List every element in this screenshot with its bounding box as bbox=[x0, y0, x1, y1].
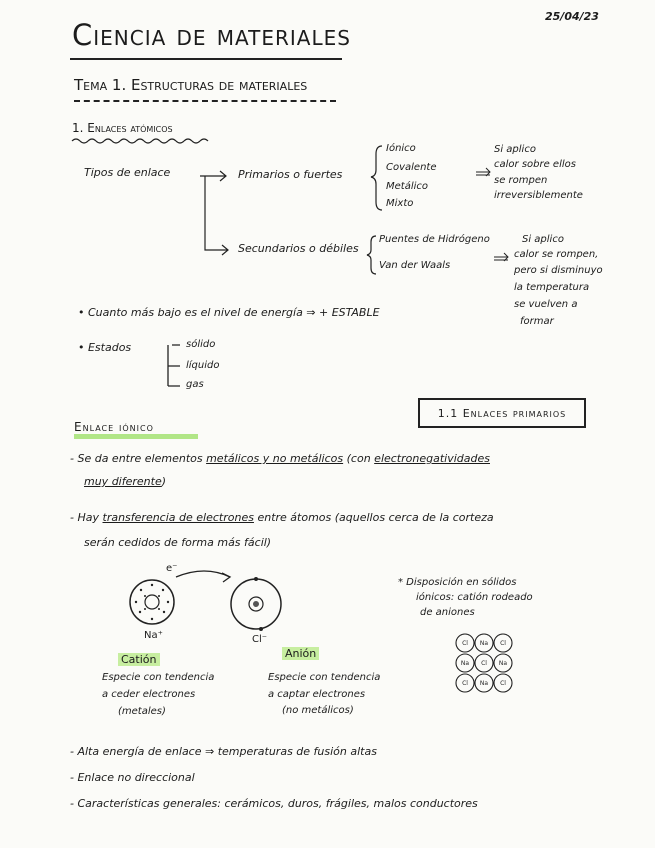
ionic-underlined: transferencia de electrones bbox=[102, 511, 254, 524]
ionic-underlined: metálicos y no metálicos bbox=[206, 452, 344, 465]
primary-item: Mixto bbox=[386, 198, 414, 209]
ionic-line-3 bbox=[70, 511, 494, 524]
ionic-line-1 bbox=[70, 452, 490, 465]
cation-desc: Especie con tendencia bbox=[102, 672, 215, 683]
svg-text:Na: Na bbox=[479, 680, 489, 687]
cl-core-icon bbox=[253, 601, 259, 607]
ionic-line-2 bbox=[84, 475, 166, 488]
bullet-item: - Enlace no direccional bbox=[70, 771, 195, 784]
cation-desc: (metales) bbox=[118, 706, 166, 717]
ionic-line-4: serán cedidos de forma más fácil) bbox=[84, 536, 272, 549]
primary-note: Si aplico bbox=[494, 144, 536, 155]
state-item: sólido bbox=[186, 339, 216, 350]
svg-text:Na: Na bbox=[460, 660, 470, 667]
svg-text:Cl: Cl bbox=[500, 680, 506, 687]
primary-note: calor sobre ellos bbox=[494, 159, 576, 170]
topic-heading: Tema 1. Estructuras de materiales bbox=[74, 76, 308, 94]
brace-primary-icon bbox=[371, 146, 382, 210]
secondary-item: Puentes de Hidrógeno bbox=[379, 234, 490, 245]
cl-label: Cl⁻ bbox=[252, 634, 268, 645]
ionic-highlight bbox=[74, 434, 198, 439]
cation-desc: a ceder electrones bbox=[102, 689, 196, 700]
anion-label bbox=[282, 647, 319, 660]
secondary-label: Secundarios o débiles bbox=[238, 242, 359, 255]
ionic-text: (con bbox=[346, 452, 371, 465]
primary-note: irreversiblemente bbox=[494, 190, 583, 201]
ionic-text: entre átomos (aquellos cerca de la corteza bbox=[257, 511, 494, 524]
date: 25/04/23 bbox=[545, 10, 599, 23]
na-nucleus-icon bbox=[145, 595, 159, 609]
anion-text: Anión bbox=[282, 647, 319, 660]
transfer-arrow-line bbox=[176, 571, 230, 577]
brace-secondary-icon bbox=[367, 236, 376, 274]
bullet-item: - Características generales: cerámicos, duros, frágiles, malos conductores bbox=[70, 797, 478, 810]
secondary-note: calor se rompen, bbox=[514, 249, 599, 260]
state-item: líquido bbox=[186, 360, 220, 371]
svg-text:Cl: Cl bbox=[481, 660, 487, 667]
anion-desc: (no metálicos) bbox=[282, 705, 354, 716]
arrangement-note: de aniones bbox=[420, 607, 475, 618]
ionic-underlined: muy diferente bbox=[84, 475, 162, 488]
svg-text:Cl: Cl bbox=[500, 640, 506, 647]
primary-label: Primarios o fuertes bbox=[238, 168, 343, 181]
anion-desc: Especie con tendencia bbox=[268, 672, 381, 683]
cl-electron-icon bbox=[259, 627, 263, 631]
cation-text: Catión bbox=[118, 653, 160, 666]
secondary-note: pero si disminuyo bbox=[514, 265, 603, 276]
bullet-item: - Alta energía de enlace ⇒ temperaturas de fusión altas bbox=[70, 745, 377, 758]
svg-text:Cl: Cl bbox=[462, 640, 468, 647]
svg-text:Cl: Cl bbox=[462, 680, 468, 687]
svg-text:Na: Na bbox=[479, 640, 489, 647]
cl-electron-icon bbox=[254, 577, 258, 581]
secondary-note: la temperatura bbox=[514, 282, 590, 293]
implies-secondary-icon bbox=[494, 253, 508, 261]
lattice-labels bbox=[461, 640, 507, 687]
ionic-title: Enlace iónico bbox=[74, 420, 154, 434]
page-title: Ciencia de materiales bbox=[72, 18, 351, 52]
primary-item: Metálico bbox=[386, 181, 429, 192]
state-item: gas bbox=[186, 379, 204, 390]
secondary-item: Van der Waals bbox=[379, 260, 451, 271]
secondary-note: Si aplico bbox=[522, 234, 564, 245]
ionic-text: - Se da entre elementos bbox=[70, 452, 203, 465]
ionic-text: - Hay bbox=[70, 511, 99, 524]
primary-note: se rompen bbox=[494, 175, 548, 186]
secondary-note: formar bbox=[520, 316, 554, 327]
svg-text:Na: Na bbox=[498, 660, 508, 667]
energy-line: • Cuanto más bajo es el nivel de energía ⇒ + ESTABLE bbox=[78, 306, 380, 319]
states-bracket-icon bbox=[168, 345, 180, 386]
types-label: Tipos de enlace bbox=[84, 166, 171, 179]
ionic-text: ) bbox=[161, 475, 167, 488]
states-label: • Estados bbox=[78, 341, 132, 354]
ionic-underlined: electronegatividades bbox=[374, 452, 490, 465]
primary-item: Iónico bbox=[386, 143, 416, 154]
section-heading: 1. Enlaces atómicos bbox=[72, 121, 173, 135]
na-electrons-icon bbox=[135, 584, 169, 620]
branch-secondary-line bbox=[205, 176, 228, 250]
primary-item: Covalente bbox=[386, 162, 437, 173]
secondary-note: se vuelven a bbox=[514, 299, 578, 310]
cation-label bbox=[118, 653, 160, 666]
electron-label: e⁻ bbox=[166, 563, 178, 574]
implies-primary-icon bbox=[476, 168, 490, 176]
anion-desc: a captar electrones bbox=[268, 689, 366, 700]
arrangement-note: * Disposición en sólidos bbox=[398, 577, 517, 588]
primary-bonds-box: 1.1 Enlaces primarios bbox=[418, 398, 586, 428]
arrangement-note: iónicos: catión rodeado bbox=[416, 592, 533, 603]
wavy-underline bbox=[72, 139, 208, 143]
na-label: Na⁺ bbox=[144, 630, 163, 641]
